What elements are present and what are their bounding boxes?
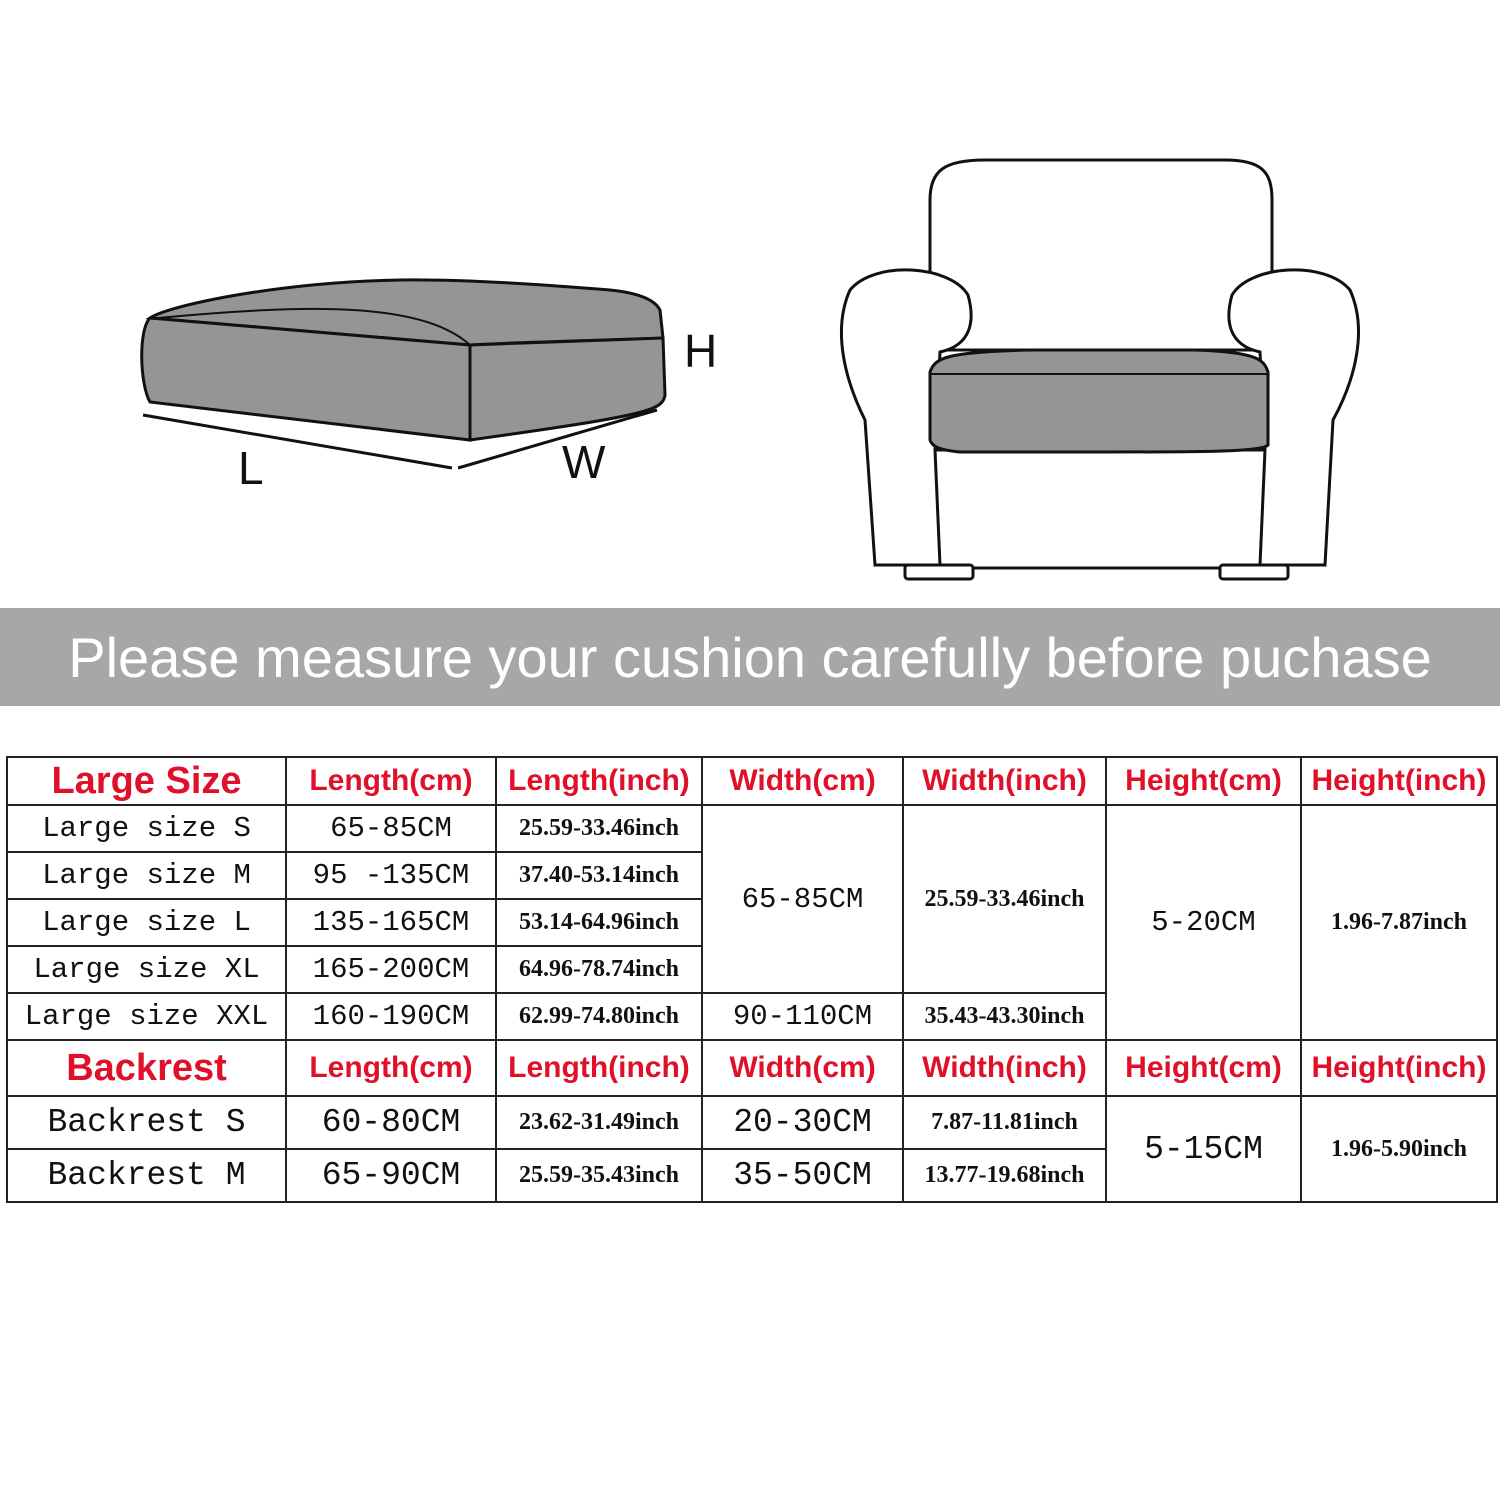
column-header: Length(cm) bbox=[286, 1040, 496, 1096]
banner-text: Please measure your cushion carefully before puchase bbox=[68, 625, 1432, 689]
measure-banner bbox=[0, 608, 1500, 706]
height-inch: 1.96-5.90inch bbox=[1301, 1096, 1497, 1202]
column-header: Length(cm) bbox=[286, 757, 496, 805]
width-inch: 13.77-19.68inch bbox=[903, 1149, 1106, 1202]
size-name: Large size S bbox=[7, 805, 286, 852]
length-cm: 135-165CM bbox=[286, 899, 496, 946]
seat-cushion bbox=[930, 350, 1268, 452]
length-label: L bbox=[238, 442, 264, 494]
length-cm: 65-90CM bbox=[286, 1149, 496, 1202]
size-name: Large size M bbox=[7, 852, 286, 899]
size-table bbox=[6, 756, 1498, 1203]
column-header: Height(cm) bbox=[1106, 1040, 1301, 1096]
length-inch: 37.40-53.14inch bbox=[496, 852, 702, 899]
large-header-row bbox=[7, 757, 1497, 805]
width-cm: 35-50CM bbox=[702, 1149, 903, 1202]
table-row bbox=[7, 1096, 1497, 1149]
right-leg bbox=[1220, 565, 1288, 579]
length-inch: 64.96-78.74inch bbox=[496, 946, 702, 993]
chair-back bbox=[930, 160, 1272, 350]
length-inch: 25.59-33.46inch bbox=[496, 805, 702, 852]
size-name: Backrest M bbox=[7, 1149, 286, 1202]
height-cm: 5-15CM bbox=[1106, 1096, 1301, 1202]
length-inch: 23.62-31.49inch bbox=[496, 1096, 702, 1149]
height-inch: 1.96-7.87inch bbox=[1301, 805, 1497, 1040]
width-cm: 20-30CM bbox=[702, 1096, 903, 1149]
left-leg bbox=[905, 565, 973, 579]
height-label: H bbox=[684, 325, 718, 377]
column-header: Height(inch) bbox=[1301, 757, 1497, 805]
length-inch: 53.14-64.96inch bbox=[496, 899, 702, 946]
column-header: Height(cm) bbox=[1106, 757, 1301, 805]
length-inch: 62.99-74.80inch bbox=[496, 993, 702, 1040]
column-header: Width(inch) bbox=[903, 1040, 1106, 1096]
size-name: Large size XXL bbox=[7, 993, 286, 1040]
column-header: Length(inch) bbox=[496, 1040, 702, 1096]
column-header: Height(inch) bbox=[1301, 1040, 1497, 1096]
cushion-illustration bbox=[142, 280, 718, 494]
column-header: Width(cm) bbox=[702, 757, 903, 805]
height-cm: 5-20CM bbox=[1106, 805, 1301, 1040]
length-cm: 165-200CM bbox=[286, 946, 496, 993]
table-row bbox=[7, 805, 1497, 852]
length-cm: 95 -135CM bbox=[286, 852, 496, 899]
width-inch: 7.87-11.81inch bbox=[903, 1096, 1106, 1149]
cushion-side bbox=[470, 338, 665, 440]
length-cm: 160-190CM bbox=[286, 993, 496, 1040]
column-header: Length(inch) bbox=[496, 757, 702, 805]
size-name: Large size XL bbox=[7, 946, 286, 993]
chair-base bbox=[935, 450, 1265, 568]
measurement-diagrams bbox=[0, 0, 1500, 600]
armchair-illustration bbox=[841, 160, 1358, 579]
width-label: W bbox=[562, 436, 606, 488]
backrest-header-row bbox=[7, 1040, 1497, 1096]
backrest-title: Backrest bbox=[7, 1040, 286, 1096]
xxl-width-inch: 35.43-43.30inch bbox=[903, 993, 1106, 1040]
column-header: Width(cm) bbox=[702, 1040, 903, 1096]
length-cm: 60-80CM bbox=[286, 1096, 496, 1149]
column-header: Width(inch) bbox=[903, 757, 1106, 805]
large-size-title: Large Size bbox=[7, 757, 286, 805]
shared-width-inch: 25.59-33.46inch bbox=[903, 805, 1106, 993]
length-inch: 25.59-35.43inch bbox=[496, 1149, 702, 1202]
size-name: Backrest S bbox=[7, 1096, 286, 1149]
size-name: Large size L bbox=[7, 899, 286, 946]
shared-width-cm: 65-85CM bbox=[702, 805, 903, 993]
length-cm: 65-85CM bbox=[286, 805, 496, 852]
xxl-width-cm: 90-110CM bbox=[702, 993, 903, 1040]
